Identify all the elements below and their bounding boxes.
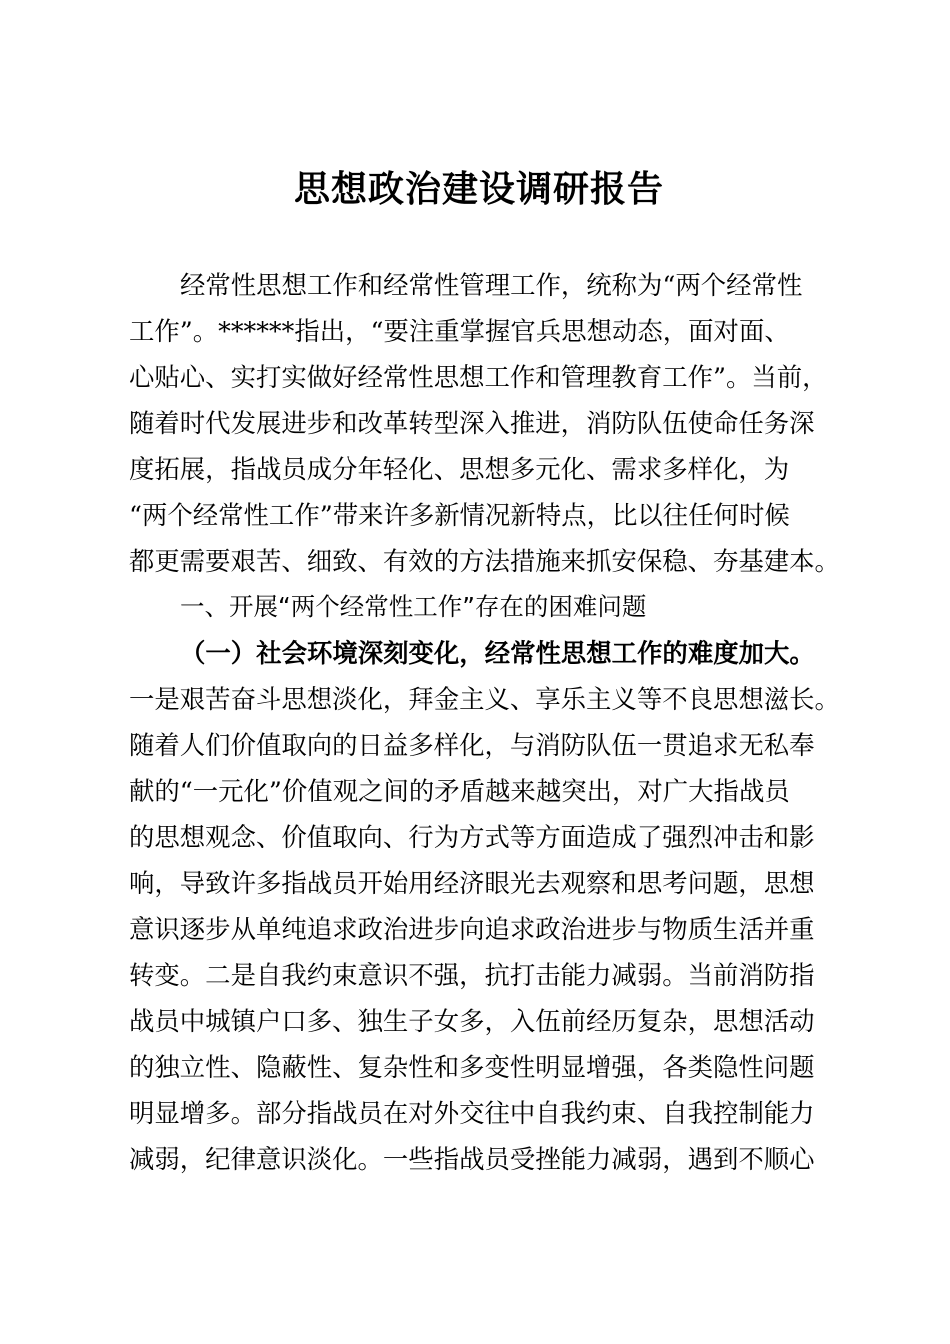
paragraph-line: 减弱，纪律意识淡化。一些指战员受挫能力减弱，遇到不顺心 — [129, 1144, 815, 1174]
paragraph-line: 心贴心、实打实做好经常性思想工作和管理教育工作”。当前， — [129, 362, 828, 392]
paragraph-line: 经常性思想工作和经常性管理工作，统称为“两个经常性 — [180, 270, 803, 300]
paragraph-line: 的独立性、隐蔽性、复杂性和多变性明显增强，各类隐性问题 — [129, 1052, 815, 1082]
paragraph-line: 明显增多。部分指战员在对外交往中自我约束、自我控制能力 — [129, 1098, 815, 1128]
paragraph-line: 工作”。******指出，“要注重掌握官兵思想动态，面对面、 — [129, 316, 790, 346]
paragraph-line: 响，导致许多指战员开始用经济眼光去观察和思考问题，思想 — [129, 868, 815, 898]
paragraph-line: 献的“一元化”价值观之间的矛盾越来越突出，对广大指战员 — [129, 776, 790, 806]
paragraph-line: 随着人们价值取向的日益多样化，与消防队伍一贯追求无私奉 — [129, 730, 815, 760]
paragraph-line: 战员中城镇户口多、独生子女多，入伍前经历复杂，思想活动 — [129, 1006, 815, 1036]
paragraph-line: 转变。二是自我约束意识不强，抗打击能力减弱。当前消防指 — [129, 960, 815, 990]
subsection-heading: （一）社会环境深刻变化，经常性思想工作的难度加大。 — [180, 638, 815, 668]
document-title: 思想政治建设调研报告 — [293, 168, 664, 210]
section-heading: 一、开展“两个经常性工作”存在的困难问题 — [180, 592, 647, 621]
paragraph-line: 随着时代发展进步和改革转型深入推进，消防队伍使命任务深 — [129, 408, 815, 438]
paragraph-line: 一是艰苦奋斗思想淡化，拜金主义、享乐主义等不良思想滋长。 — [129, 684, 840, 714]
paragraph-line: “两个经常性工作”带来许多新情况新特点，比以往任何时候 — [129, 500, 790, 530]
paragraph-line: 的思想观念、价值取向、行为方式等方面造成了强烈冲击和影 — [129, 822, 815, 852]
paragraph-line: 度拓展，指战员成分年轻化、思想多元化、需求多样化，为 — [129, 454, 790, 484]
paragraph-line: 意识逐步从单纯追求政治进步向追求政治进步与物质生活并重 — [129, 914, 815, 944]
paragraph-line: 都更需要艰苦、细致、有效的方法措施来抓安保稳、夯基建本。 — [129, 546, 840, 576]
